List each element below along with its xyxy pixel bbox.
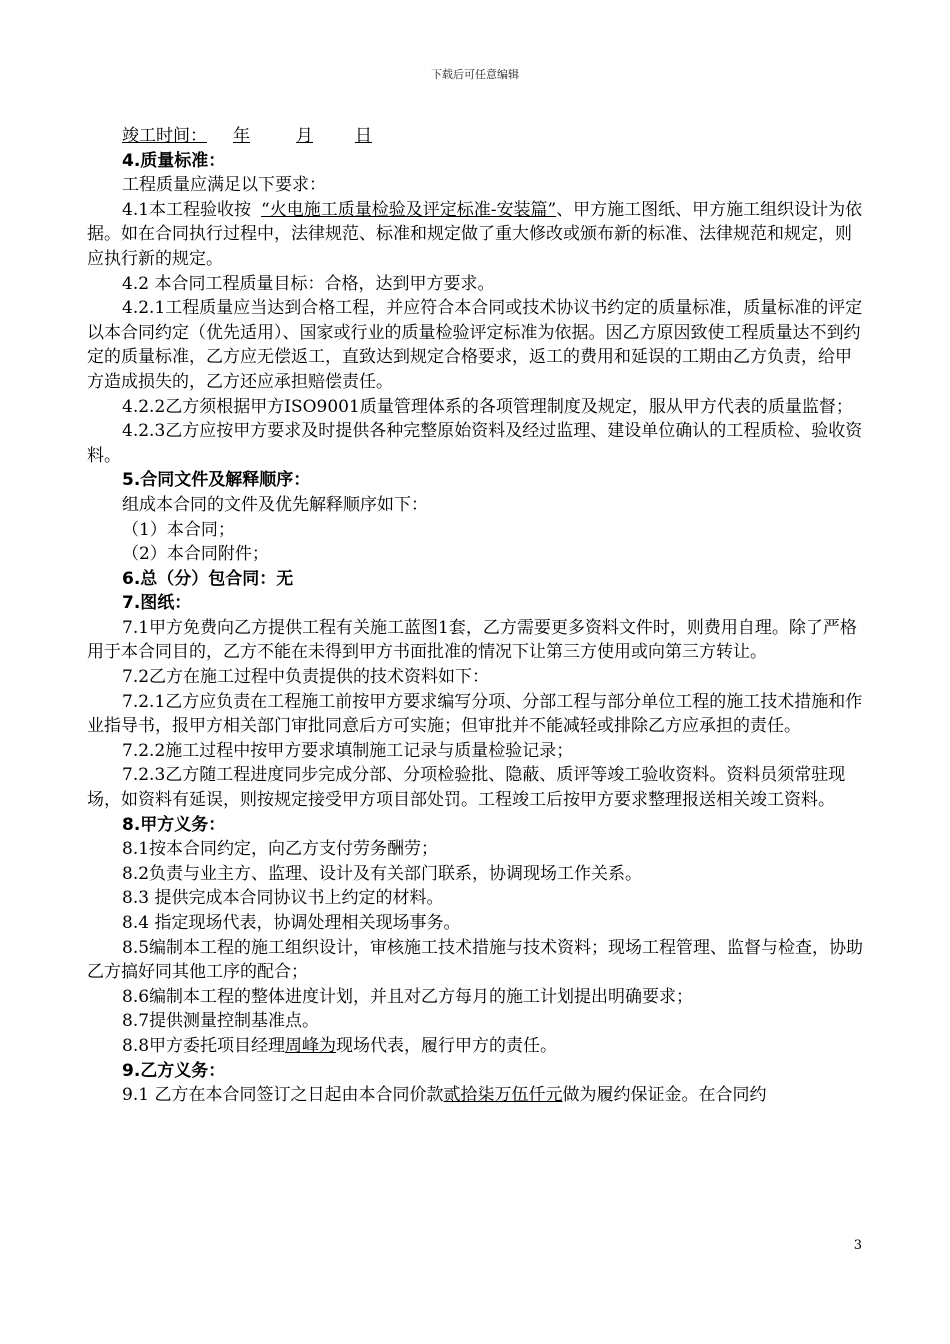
clause-9-1-rest: 做为履约保证金。在合同约 xyxy=(562,1085,767,1106)
completion-month: 月 xyxy=(296,126,313,146)
section-4-title: 4.质量标准： xyxy=(122,150,226,171)
clause-4-1 xyxy=(87,198,865,272)
clause-7-2-2: 7.2.2施工过程中按甲方要求填制施工记录与质量检验记录； xyxy=(122,740,574,761)
document-body xyxy=(87,124,865,1108)
section-5-item-1: （1）本合同； xyxy=(122,519,235,540)
completion-year: 年 xyxy=(233,126,250,146)
clause-9-1-lead: 9.1 乙方在本合同签订之日起由本合同价款 xyxy=(122,1085,444,1106)
clause-8-4: 8.4 指定现场代表，协调处理相关现场事务。 xyxy=(122,913,461,933)
clause-9-1 xyxy=(87,1083,865,1108)
completion-label: 竣工时间： xyxy=(122,126,207,146)
clause-8-8-rest: 现场代表，履行甲方的责任。 xyxy=(336,1035,558,1056)
clause-7-1: 7.1甲方免费向乙方提供工程有关施工蓝图1套，乙方需要更多资料文件时，则费用自理。除了严格用于本合同目的，乙方不能在未得到甲方书面批准的情况下让第三方使用或向第三方转让。 xyxy=(87,617,857,663)
completion-time-field xyxy=(122,126,408,146)
completion-time-line xyxy=(87,124,865,149)
clause-8-1: 8.1按本合同约定，向乙方支付劳务酬劳； xyxy=(122,839,439,860)
clause-7-2-1: 7.2.1乙方应负责在工程施工前按甲方要求编写分项、分部工程与部分单位工程的施工技术措施和作业指导书，报甲方相关部门审批同意后方可实施；但审批并不能减轻或排除乙方应承担的责任。 xyxy=(87,691,863,737)
clause-7-2: 7.2乙方在施工过程中负责提供的技术资料如下： xyxy=(122,667,490,688)
clause-4-1-rest: 、甲方施工图纸、甲方施工组织设计为依据。如在合同执行过程中，法律规范、标准和规定做了重大修改或颁布新的标准、法律规范和规定，则应执行新的规定。 xyxy=(87,199,863,269)
representative-name: 周峰为 xyxy=(285,1035,337,1056)
clause-8-8-lead: 8.8甲方委托项目经理 xyxy=(122,1035,286,1056)
clause-4-2: 4.2 本合同工程质量目标：合格，达到甲方要求。 xyxy=(122,273,495,294)
section-4-intro: 工程质量应满足以下要求： xyxy=(122,175,326,196)
section-5-intro: 组成本合同的文件及优先解释顺序如下： xyxy=(122,494,428,515)
section-9-title: 9.乙方义务： xyxy=(122,1060,226,1081)
page-header: 下载后可任意编辑 xyxy=(431,68,519,81)
section-7-title: 7.图纸： xyxy=(122,593,192,614)
section-8-title: 8.甲方义务： xyxy=(122,814,226,835)
section-5-item-2: （2）本合同附件； xyxy=(122,544,269,565)
clause-8-8 xyxy=(87,1034,865,1059)
clause-8-5: 8.5编制本工程的施工组织设计，审核施工技术措施与技术资料；现场工程管理、监督与检查，协助乙方搞好同其他工序的配合； xyxy=(87,937,864,983)
clause-4-2-2: 4.2.2乙方须根据甲方ISO9001质量管理体系的各项管理制度及规定，服从甲方代表的质量监督； xyxy=(122,396,853,417)
clause-7-2-3: 7.2.3乙方随工程进度同步完成分部、分项检验批、隐蔽、质评等竣工验收资料。资料员须常驻现场，如资料有延误，则按规定接受甲方项目部处罚。工程竣工后按甲方要求整理报送相关竣工资料。 xyxy=(87,765,846,811)
section-6-title: 6.总（分）包合同：无 xyxy=(122,568,294,589)
clause-8-7: 8.7提供测量控制基准点。 xyxy=(122,1011,320,1032)
deposit-amount: 贰拾柒万伍仟元 xyxy=(443,1085,563,1106)
page-number: 3 xyxy=(853,1238,862,1253)
clause-8-2: 8.2负责与业主方、监理、设计及有关部门联系，协调现场工作关系。 xyxy=(122,863,643,884)
section-5-title: 5.合同文件及解释顺序： xyxy=(122,470,311,491)
clause-8-6: 8.6编制本工程的整体进度计划，并且对乙方每月的施工计划提出明确要求； xyxy=(122,986,694,1007)
standard-name: “火电施工质量检验及评定标准-安装篇” xyxy=(261,199,557,220)
completion-day: 日 xyxy=(355,126,372,146)
clause-4-2-1: 4.2.1工程质量应当达到合格工程，并应符合本合同或技术协议书约定的质量标准，质量标准的评定以本合同约定（优先适用）、国家或行业的质量检验评定标准为依据。因乙方原因致使工程质量达不到约定的质量标准，乙方应无偿返工，直致达到规定合格要求，返工的费用和延误的工期由乙方负责，给甲方造成损失的，乙方还应承担赔偿责任。 xyxy=(87,298,863,392)
clause-4-2-3: 4.2.3乙方应按甲方要求及时提供各种完整原始资料及经过监理、建设单位确认的工程质检、验收资料。 xyxy=(87,421,863,466)
clause-8-3: 8.3 提供完成本合同协议书上约定的材料。 xyxy=(122,888,444,909)
clause-4-1-lead: 4.1本工程验收按 xyxy=(122,199,252,220)
